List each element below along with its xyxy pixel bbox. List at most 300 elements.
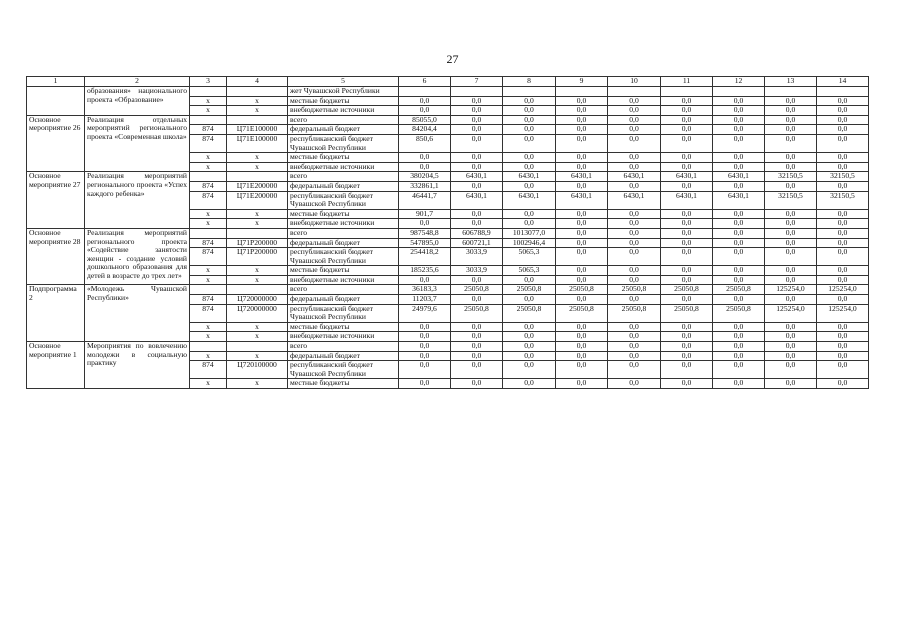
amount-cell: 0,0 bbox=[608, 209, 661, 219]
budget-code-cell: x bbox=[227, 351, 288, 361]
funding-source-cell: всего bbox=[288, 285, 399, 295]
amount-cell: 0,0 bbox=[661, 181, 713, 191]
amount-cell: 0,0 bbox=[503, 361, 556, 379]
column-header-row bbox=[27, 77, 869, 87]
gov-code-cell bbox=[190, 228, 227, 238]
amount-cell: 0,0 bbox=[503, 181, 556, 191]
item-title-cell: образования» национального проекта «Образование» bbox=[85, 87, 190, 116]
amount-cell: 25050,8 bbox=[713, 304, 765, 322]
column-header: 6 bbox=[399, 77, 451, 87]
gov-code-cell bbox=[190, 342, 227, 352]
amount-cell: 0,0 bbox=[503, 115, 556, 125]
budget-code-cell: x bbox=[227, 379, 288, 389]
item-code-cell bbox=[27, 87, 85, 116]
budget-code-cell: x bbox=[227, 153, 288, 163]
gov-code-cell: 874 bbox=[190, 361, 227, 379]
amount-cell: 0,0 bbox=[503, 295, 556, 305]
amount-cell: 0,0 bbox=[765, 275, 817, 285]
amount-cell: 0,0 bbox=[713, 379, 765, 389]
amount-cell: 0,0 bbox=[451, 134, 503, 152]
amount-cell: 0,0 bbox=[503, 332, 556, 342]
amount-cell: 0,0 bbox=[503, 153, 556, 163]
amount-cell: 0,0 bbox=[817, 238, 869, 248]
amount-cell: 3033,9 bbox=[451, 266, 503, 276]
amount-cell: 0,0 bbox=[765, 342, 817, 352]
amount-cell: 0,0 bbox=[399, 219, 451, 229]
amount-cell: 547895,0 bbox=[399, 238, 451, 248]
amount-cell: 0,0 bbox=[765, 295, 817, 305]
amount-cell: 0,0 bbox=[713, 351, 765, 361]
item-title-cell: Реализация мероприятий регионального проекта «Успех каждого ребенка» bbox=[85, 172, 190, 229]
budget-code-cell bbox=[227, 228, 288, 238]
amount-cell: 3033,9 bbox=[451, 248, 503, 266]
amount-cell: 5065,3 bbox=[503, 248, 556, 266]
amount-cell: 0,0 bbox=[817, 361, 869, 379]
amount-cell: 0,0 bbox=[817, 115, 869, 125]
funding-source-cell: всего bbox=[288, 342, 399, 352]
budget-code-cell: Ц71Е200000 bbox=[227, 191, 288, 209]
amount-cell: 0,0 bbox=[661, 342, 713, 352]
amount-cell: 1002946,4 bbox=[503, 238, 556, 248]
amount-cell: 0,0 bbox=[556, 219, 608, 229]
amount-cell: 0,0 bbox=[661, 228, 713, 238]
amount-cell: 6430,1 bbox=[556, 172, 608, 182]
column-header: 9 bbox=[556, 77, 608, 87]
amount-cell: 332861,1 bbox=[399, 181, 451, 191]
amount-cell: 6430,1 bbox=[556, 191, 608, 209]
amount-cell: 0,0 bbox=[608, 153, 661, 163]
gov-code-cell bbox=[190, 87, 227, 97]
amount-cell: 0,0 bbox=[661, 248, 713, 266]
amount-cell: 0,0 bbox=[556, 266, 608, 276]
amount-cell: 25050,8 bbox=[503, 285, 556, 295]
budget-code-cell: x bbox=[227, 162, 288, 172]
amount-cell: 125254,0 bbox=[765, 285, 817, 295]
amount-cell: 5065,3 bbox=[503, 266, 556, 276]
amount-cell: 84204,4 bbox=[399, 125, 451, 135]
amount-cell: 0,0 bbox=[661, 209, 713, 219]
amount-cell bbox=[451, 87, 503, 97]
item-code-cell: Основное мероприятие 27 bbox=[27, 172, 85, 229]
item-title-cell: Мероприятия по вовлечению молодежи в социальную практику bbox=[85, 342, 190, 389]
amount-cell: 0,0 bbox=[713, 295, 765, 305]
column-header: 4 bbox=[227, 77, 288, 87]
amount-cell: 0,0 bbox=[817, 219, 869, 229]
amount-cell: 0,0 bbox=[556, 275, 608, 285]
budget-code-cell: Ц71Р200000 bbox=[227, 238, 288, 248]
amount-cell: 0,0 bbox=[451, 162, 503, 172]
amount-cell: 6430,1 bbox=[661, 172, 713, 182]
amount-cell: 0,0 bbox=[451, 361, 503, 379]
amount-cell: 25050,8 bbox=[556, 304, 608, 322]
budget-code-cell bbox=[227, 115, 288, 125]
amount-cell: 0,0 bbox=[817, 332, 869, 342]
amount-cell: 0,0 bbox=[608, 238, 661, 248]
item-title-cell: Реализация отдельных мероприятий регионального проекта «Современная школа» bbox=[85, 115, 190, 172]
amount-cell: 6430,1 bbox=[713, 191, 765, 209]
amount-cell: 0,0 bbox=[608, 379, 661, 389]
amount-cell bbox=[399, 87, 451, 97]
amount-cell: 0,0 bbox=[556, 379, 608, 389]
amount-cell: 0,0 bbox=[765, 125, 817, 135]
funding-source-cell: внебюджетные источники bbox=[288, 162, 399, 172]
amount-cell: 0,0 bbox=[503, 209, 556, 219]
amount-cell: 0,0 bbox=[661, 162, 713, 172]
budget-code-cell: x bbox=[227, 219, 288, 229]
funding-source-cell: местные бюджеты bbox=[288, 96, 399, 106]
amount-cell: 0,0 bbox=[503, 322, 556, 332]
amount-cell: 25050,8 bbox=[451, 304, 503, 322]
budget-code-cell: Ц720000000 bbox=[227, 295, 288, 305]
amount-cell: 850,6 bbox=[399, 134, 451, 152]
gov-code-cell: x bbox=[190, 332, 227, 342]
amount-cell: 25050,8 bbox=[451, 285, 503, 295]
page-number: 27 bbox=[446, 52, 459, 66]
table-row bbox=[27, 342, 869, 352]
amount-cell: 0,0 bbox=[817, 209, 869, 219]
amount-cell: 6430,1 bbox=[451, 172, 503, 182]
amount-cell: 0,0 bbox=[713, 96, 765, 106]
amount-cell: 0,0 bbox=[556, 361, 608, 379]
amount-cell bbox=[817, 87, 869, 97]
amount-cell: 0,0 bbox=[661, 219, 713, 229]
funding-source-cell: республиканский бюджет Чувашской Республики bbox=[288, 191, 399, 209]
budget-code-cell bbox=[227, 285, 288, 295]
budget-code-cell: Ц71Р200000 bbox=[227, 248, 288, 266]
item-code-cell: Основное мероприятие 26 bbox=[27, 115, 85, 172]
budget-code-cell: Ц71Е100000 bbox=[227, 125, 288, 135]
amount-cell: 0,0 bbox=[556, 153, 608, 163]
budget-code-cell: Ц720000000 bbox=[227, 304, 288, 322]
amount-cell: 0,0 bbox=[503, 106, 556, 116]
amount-cell: 0,0 bbox=[765, 332, 817, 342]
funding-source-cell: республиканский бюджет Чувашской Республики bbox=[288, 361, 399, 379]
column-header: 11 bbox=[661, 77, 713, 87]
column-header: 5 bbox=[288, 77, 399, 87]
amount-cell: 0,0 bbox=[713, 209, 765, 219]
table-row bbox=[27, 87, 869, 97]
budget-code-cell: x bbox=[227, 332, 288, 342]
amount-cell: 0,0 bbox=[817, 351, 869, 361]
amount-cell: 0,0 bbox=[661, 351, 713, 361]
amount-cell: 46441,7 bbox=[399, 191, 451, 209]
amount-cell: 36183,3 bbox=[399, 285, 451, 295]
amount-cell: 0,0 bbox=[451, 322, 503, 332]
amount-cell: 0,0 bbox=[713, 322, 765, 332]
amount-cell: 0,0 bbox=[661, 134, 713, 152]
amount-cell: 0,0 bbox=[713, 248, 765, 266]
amount-cell: 0,0 bbox=[399, 275, 451, 285]
funding-source-cell: всего bbox=[288, 115, 399, 125]
gov-code-cell: x bbox=[190, 266, 227, 276]
amount-cell: 0,0 bbox=[608, 332, 661, 342]
table-row bbox=[27, 228, 869, 238]
amount-cell: 0,0 bbox=[399, 106, 451, 116]
budget-code-cell: Ц71Е200000 bbox=[227, 181, 288, 191]
amount-cell: 0,0 bbox=[451, 342, 503, 352]
amount-cell: 0,0 bbox=[817, 322, 869, 332]
amount-cell: 0,0 bbox=[608, 181, 661, 191]
gov-code-cell: 874 bbox=[190, 304, 227, 322]
gov-code-cell: x bbox=[190, 153, 227, 163]
column-header: 1 bbox=[27, 77, 85, 87]
budget-code-cell bbox=[227, 172, 288, 182]
amount-cell: 0,0 bbox=[503, 275, 556, 285]
amount-cell: 0,0 bbox=[608, 322, 661, 332]
column-header: 7 bbox=[451, 77, 503, 87]
gov-code-cell: x bbox=[190, 96, 227, 106]
amount-cell: 0,0 bbox=[661, 153, 713, 163]
funding-source-cell: местные бюджеты bbox=[288, 209, 399, 219]
amount-cell bbox=[608, 87, 661, 97]
amount-cell: 0,0 bbox=[556, 96, 608, 106]
amount-cell: 0,0 bbox=[765, 361, 817, 379]
amount-cell: 0,0 bbox=[399, 342, 451, 352]
amount-cell: 380204,5 bbox=[399, 172, 451, 182]
amount-cell: 0,0 bbox=[765, 379, 817, 389]
funding-source-cell: местные бюджеты bbox=[288, 153, 399, 163]
amount-cell: 0,0 bbox=[556, 322, 608, 332]
gov-code-cell: 874 bbox=[190, 125, 227, 135]
amount-cell: 0,0 bbox=[713, 275, 765, 285]
amount-cell: 25050,8 bbox=[556, 285, 608, 295]
column-header: 10 bbox=[608, 77, 661, 87]
amount-cell: 0,0 bbox=[608, 134, 661, 152]
gov-code-cell: 874 bbox=[190, 191, 227, 209]
amount-cell: 6430,1 bbox=[713, 172, 765, 182]
amount-cell: 0,0 bbox=[817, 162, 869, 172]
amount-cell: 0,0 bbox=[765, 96, 817, 106]
funding-source-cell: республиканский бюджет Чувашской Республики bbox=[288, 304, 399, 322]
amount-cell: 0,0 bbox=[556, 332, 608, 342]
amount-cell: 125254,0 bbox=[765, 304, 817, 322]
amount-cell: 0,0 bbox=[661, 275, 713, 285]
amount-cell: 0,0 bbox=[451, 115, 503, 125]
amount-cell: 0,0 bbox=[451, 96, 503, 106]
gov-code-cell: 874 bbox=[190, 295, 227, 305]
amount-cell: 254418,2 bbox=[399, 248, 451, 266]
amount-cell: 0,0 bbox=[608, 115, 661, 125]
amount-cell: 0,0 bbox=[765, 322, 817, 332]
amount-cell: 0,0 bbox=[503, 96, 556, 106]
amount-cell: 901,7 bbox=[399, 209, 451, 219]
amount-cell: 0,0 bbox=[817, 266, 869, 276]
amount-cell: 0,0 bbox=[817, 153, 869, 163]
budget-code-cell bbox=[227, 87, 288, 97]
budget-code-cell: x bbox=[227, 209, 288, 219]
amount-cell: 0,0 bbox=[713, 181, 765, 191]
amount-cell: 0,0 bbox=[765, 219, 817, 229]
amount-cell: 25050,8 bbox=[608, 304, 661, 322]
amount-cell: 0,0 bbox=[503, 379, 556, 389]
gov-code-cell: 874 bbox=[190, 181, 227, 191]
amount-cell: 0,0 bbox=[817, 248, 869, 266]
amount-cell: 185235,6 bbox=[399, 266, 451, 276]
amount-cell: 32150,5 bbox=[765, 191, 817, 209]
item-code-cell: Основное мероприятие 28 bbox=[27, 228, 85, 285]
amount-cell: 0,0 bbox=[608, 162, 661, 172]
column-header: 2 bbox=[85, 77, 190, 87]
gov-code-cell bbox=[190, 115, 227, 125]
amount-cell: 0,0 bbox=[608, 106, 661, 116]
item-code-cell: Подпрограмма 2 bbox=[27, 285, 85, 342]
amount-cell: 0,0 bbox=[765, 134, 817, 152]
amount-cell bbox=[556, 87, 608, 97]
amount-cell: 0,0 bbox=[765, 115, 817, 125]
amount-cell: 25050,8 bbox=[503, 304, 556, 322]
funding-source-cell: внебюджетные источники bbox=[288, 275, 399, 285]
amount-cell: 0,0 bbox=[661, 295, 713, 305]
amount-cell: 0,0 bbox=[765, 238, 817, 248]
amount-cell: 0,0 bbox=[608, 228, 661, 238]
amount-cell: 600721,1 bbox=[451, 238, 503, 248]
amount-cell: 6430,1 bbox=[503, 172, 556, 182]
table-row bbox=[27, 115, 869, 125]
amount-cell bbox=[765, 87, 817, 97]
amount-cell: 0,0 bbox=[556, 295, 608, 305]
amount-cell: 0,0 bbox=[556, 248, 608, 266]
amount-cell: 0,0 bbox=[451, 379, 503, 389]
amount-cell: 987548,8 bbox=[399, 228, 451, 238]
funding-source-cell: федеральный бюджет bbox=[288, 181, 399, 191]
amount-cell: 0,0 bbox=[713, 125, 765, 135]
budget-code-cell: x bbox=[227, 96, 288, 106]
amount-cell: 6430,1 bbox=[503, 191, 556, 209]
amount-cell: 0,0 bbox=[765, 248, 817, 266]
funding-source-cell: местные бюджеты bbox=[288, 322, 399, 332]
amount-cell: 0,0 bbox=[556, 125, 608, 135]
amount-cell: 0,0 bbox=[451, 181, 503, 191]
amount-cell: 0,0 bbox=[556, 134, 608, 152]
amount-cell: 0,0 bbox=[817, 342, 869, 352]
amount-cell: 0,0 bbox=[503, 342, 556, 352]
amount-cell: 0,0 bbox=[713, 332, 765, 342]
amount-cell: 0,0 bbox=[556, 342, 608, 352]
amount-cell: 0,0 bbox=[608, 125, 661, 135]
budget-code-cell: Ц720100000 bbox=[227, 361, 288, 379]
column-header: 14 bbox=[817, 77, 869, 87]
amount-cell: 0,0 bbox=[661, 106, 713, 116]
amount-cell: 0,0 bbox=[556, 162, 608, 172]
amount-cell: 0,0 bbox=[399, 162, 451, 172]
amount-cell: 0,0 bbox=[661, 332, 713, 342]
funding-source-cell: всего bbox=[288, 228, 399, 238]
amount-cell: 0,0 bbox=[503, 351, 556, 361]
amount-cell: 0,0 bbox=[503, 219, 556, 229]
amount-cell: 0,0 bbox=[817, 96, 869, 106]
amount-cell: 125254,0 bbox=[817, 304, 869, 322]
gov-code-cell: x bbox=[190, 351, 227, 361]
amount-cell: 0,0 bbox=[765, 106, 817, 116]
amount-cell: 0,0 bbox=[399, 96, 451, 106]
gov-code-cell bbox=[190, 172, 227, 182]
amount-cell: 0,0 bbox=[765, 266, 817, 276]
funding-source-cell: федеральный бюджет bbox=[288, 125, 399, 135]
amount-cell: 0,0 bbox=[713, 361, 765, 379]
item-title-cell: «Молодежь Чувашской Республики» bbox=[85, 285, 190, 342]
table-row bbox=[27, 285, 869, 295]
funding-source-cell: федеральный бюджет bbox=[288, 295, 399, 305]
gov-code-cell: x bbox=[190, 106, 227, 116]
gov-code-cell: x bbox=[190, 162, 227, 172]
amount-cell: 6430,1 bbox=[608, 172, 661, 182]
funding-source-cell: федеральный бюджет bbox=[288, 351, 399, 361]
amount-cell: 32150,5 bbox=[817, 172, 869, 182]
amount-cell: 0,0 bbox=[503, 125, 556, 135]
amount-cell: 0,0 bbox=[817, 379, 869, 389]
amount-cell: 0,0 bbox=[817, 134, 869, 152]
item-code-cell: Основное мероприятие 1 bbox=[27, 342, 85, 389]
amount-cell: 0,0 bbox=[713, 266, 765, 276]
budget-code-cell: x bbox=[227, 106, 288, 116]
funding-source-cell: республиканский бюджет Чувашской Республики bbox=[288, 134, 399, 152]
amount-cell: 0,0 bbox=[608, 266, 661, 276]
amount-cell: 0,0 bbox=[817, 275, 869, 285]
amount-cell: 0,0 bbox=[451, 106, 503, 116]
gov-code-cell: 874 bbox=[190, 248, 227, 266]
amount-cell: 0,0 bbox=[713, 115, 765, 125]
amount-cell: 0,0 bbox=[661, 115, 713, 125]
budget-code-cell bbox=[227, 342, 288, 352]
amount-cell: 0,0 bbox=[556, 209, 608, 219]
amount-cell: 0,0 bbox=[661, 322, 713, 332]
amount-cell: 0,0 bbox=[556, 238, 608, 248]
amount-cell: 0,0 bbox=[661, 96, 713, 106]
amount-cell: 0,0 bbox=[451, 275, 503, 285]
amount-cell: 0,0 bbox=[713, 342, 765, 352]
amount-cell: 85055,0 bbox=[399, 115, 451, 125]
amount-cell: 0,0 bbox=[556, 228, 608, 238]
gov-code-cell bbox=[190, 285, 227, 295]
amount-cell bbox=[661, 87, 713, 97]
item-title-cell: Реализация мероприятий регионального проекта «Содействие занятости женщин - создание условий дошкольного образования для детей в возрасте до трех лет» bbox=[85, 228, 190, 285]
funding-source-cell: местные бюджеты bbox=[288, 266, 399, 276]
column-header: 3 bbox=[190, 77, 227, 87]
gov-code-cell: 874 bbox=[190, 238, 227, 248]
funding-source-cell: республиканский бюджет Чувашской Республики bbox=[288, 248, 399, 266]
amount-cell: 11203,7 bbox=[399, 295, 451, 305]
budget-code-cell: x bbox=[227, 275, 288, 285]
amount-cell: 25050,8 bbox=[608, 285, 661, 295]
amount-cell: 0,0 bbox=[713, 219, 765, 229]
amount-cell: 0,0 bbox=[817, 125, 869, 135]
amount-cell: 0,0 bbox=[661, 125, 713, 135]
amount-cell: 0,0 bbox=[451, 219, 503, 229]
funding-source-cell: федеральный бюджет bbox=[288, 238, 399, 248]
amount-cell: 0,0 bbox=[765, 153, 817, 163]
column-header: 8 bbox=[503, 77, 556, 87]
amount-cell bbox=[713, 87, 765, 97]
amount-cell: 6430,1 bbox=[661, 191, 713, 209]
funding-source-cell: внебюджетные источники bbox=[288, 106, 399, 116]
amount-cell: 1013077,0 bbox=[503, 228, 556, 238]
amount-cell: 0,0 bbox=[713, 134, 765, 152]
amount-cell: 0,0 bbox=[765, 181, 817, 191]
gov-code-cell: 874 bbox=[190, 134, 227, 152]
amount-cell: 0,0 bbox=[399, 351, 451, 361]
funding-source-cell: внебюджетные источники bbox=[288, 219, 399, 229]
gov-code-cell: x bbox=[190, 275, 227, 285]
budget-table bbox=[26, 76, 869, 389]
amount-cell: 0,0 bbox=[661, 379, 713, 389]
amount-cell: 0,0 bbox=[765, 162, 817, 172]
amount-cell: 0,0 bbox=[817, 228, 869, 238]
column-header: 13 bbox=[765, 77, 817, 87]
amount-cell: 0,0 bbox=[399, 322, 451, 332]
amount-cell: 0,0 bbox=[713, 153, 765, 163]
funding-source-cell: местные бюджеты bbox=[288, 379, 399, 389]
amount-cell: 0,0 bbox=[608, 96, 661, 106]
